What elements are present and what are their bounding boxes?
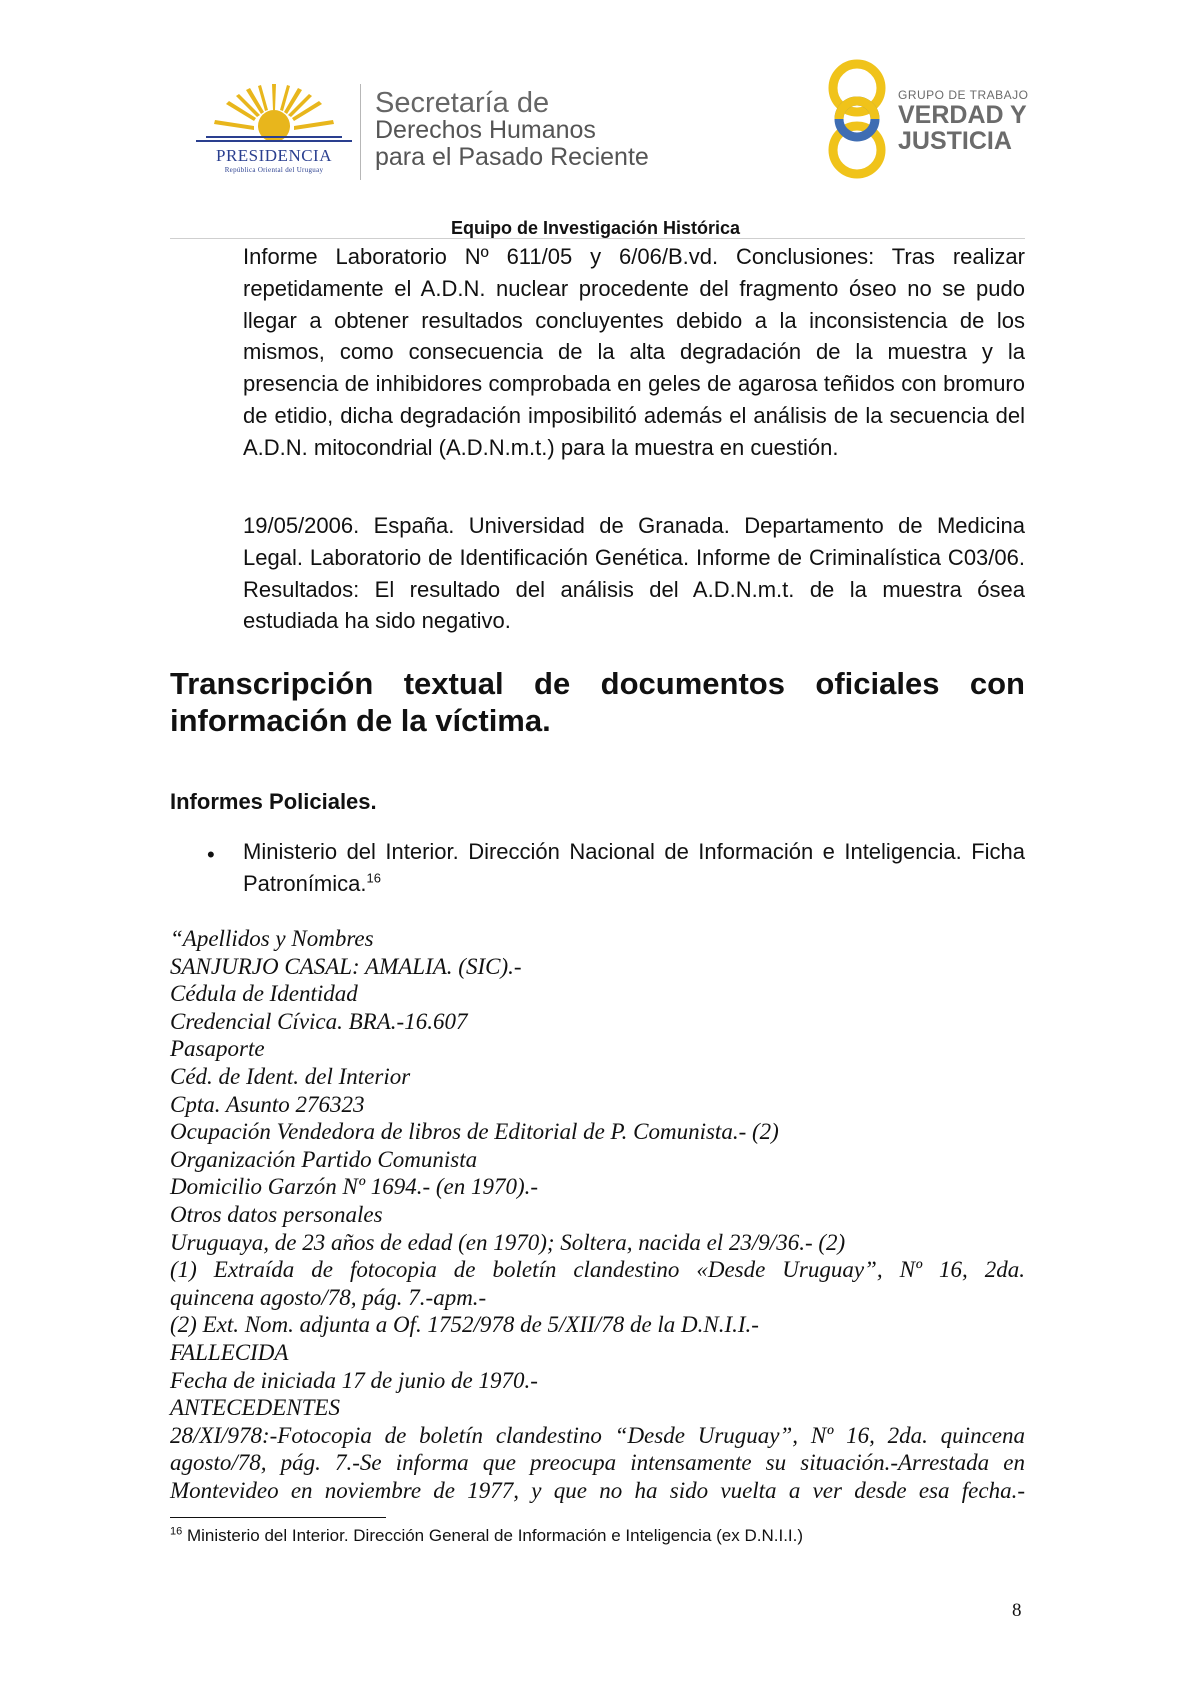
verdad-justicia-logo xyxy=(822,58,1032,182)
header-rule xyxy=(170,238,1025,239)
footnote-reference: 16 xyxy=(366,870,381,886)
vyj-big-label-1: VERDAD Y xyxy=(898,101,1027,129)
transcript-line: Organización Partido Comunista xyxy=(170,1146,478,1172)
transcript-line: Otros datos personales xyxy=(170,1201,383,1227)
vyj-small-label: GRUPO DE TRABAJO xyxy=(898,88,1029,102)
presidencia-logo xyxy=(196,84,352,176)
bullet-item xyxy=(243,836,1025,900)
transcript-line: Pasaporte xyxy=(170,1036,265,1062)
verdad-justicia-text xyxy=(898,88,1028,154)
transcript-line: Ocupación Vendedora de libros de Editorial de P. Comunista.- (2) xyxy=(170,1119,779,1145)
page-number: 8 xyxy=(1012,1600,1022,1621)
transcript-line: 28/XI/978:-Fotocopia de boletín clandestino “Desde Uruguay”, Nº 16, 2da. quincena xyxy=(170,1422,1025,1448)
transcript-line: Credencial Cívica. BRA.-16.607 xyxy=(170,1008,468,1034)
transcript-line: (1) Extraída de fotocopia de boletín clandestino «Desde Uruguay”, Nº 16, 2da. xyxy=(170,1257,1025,1283)
transcript-block xyxy=(170,925,1025,1504)
secretaria-line-1: Secretaría de xyxy=(375,87,550,119)
bullet-icon: • xyxy=(207,842,215,867)
transcript-line: ANTECEDENTES xyxy=(170,1395,340,1421)
transcript-line: Céd. de Ident. del Interior xyxy=(170,1063,411,1089)
logo-divider xyxy=(360,84,361,180)
interlocked-rings-icon xyxy=(822,58,892,182)
secretaria-line-2: Derechos Humanos xyxy=(375,116,596,144)
footnote-text: Ministerio del Interior. Dirección General de Información e Inteligencia (ex D.N.I.I.) xyxy=(186,1526,804,1545)
secretaria-line-3: para el Pasado Reciente xyxy=(375,143,649,171)
footnote-number: 16 xyxy=(170,1525,183,1538)
transcript-line: (2) Ext. Nom. adjunta a Of. 1752/978 de 5/XII/78 de la D.N.I.I.- xyxy=(170,1312,759,1338)
paragraph-lab-report: Informe Laboratorio Nº 611/05 y 6/06/B.vd. Conclusiones: Tras realizar repetidamente el A.D.N. nuclear procedente del fragmento óseo no se pudo llegar a obtener resultados concluyentes debido a la inconsistencia de los mismos, como consecuencia de la alta degradación de la muestra y la presencia de inhibidores comprobada en geles de agarosa teñidos con bromuro de etidio, dicha degradación imposibilitó además el análisis de la secuencia del A.D.N. mitocondrial (A.D.N.m.t.) para la muestra en cuestión. xyxy=(243,244,1025,460)
presidencia-subtitle: República Oriental del Uruguay xyxy=(224,166,324,174)
paragraph-granada-report: 19/05/2006. España. Universidad de Granada. Departamento de Medicina Legal. Laboratorio de Identificación Genética. Informe de Criminalística C03/06. Resultados: El resultado del análisis del A.D.N.m.t. de la muestra ósea estudiada ha sido negativo. xyxy=(243,513,1025,634)
transcript-line: Domicilio Garzón Nº 1694.- (en 1970).- xyxy=(170,1174,539,1200)
transcript-line: Fecha de iniciada 17 de junio de 1970.- xyxy=(170,1367,538,1393)
subsection-title: Informes Policiales. xyxy=(170,789,377,814)
transcript-line: Montevideo en noviembre de 1977, y que no ha sido vuelta a ver desde esa fecha.- xyxy=(170,1477,1025,1503)
vyj-big-label-2: JUSTICIA xyxy=(898,127,1012,155)
sun-emblem-icon xyxy=(196,84,352,146)
transcript-line: agosto/78, pág. 7.-Se informa que preocupa intensamente su situación.-Arrestada en xyxy=(170,1450,1025,1476)
transcript-line: SANJURJO CASAL: AMALIA. (SIC).- xyxy=(170,953,522,979)
team-header: Equipo de Investigación Histórica xyxy=(450,218,741,238)
transcript-line: Uruguaya, de 23 años de edad (en 1970); Soltera, nacida el 23/9/36.- (2) xyxy=(170,1229,846,1255)
transcript-line: Cpta. Asunto 276323 xyxy=(170,1091,365,1117)
bullet-text: Ministerio del Interior. Dirección Nacional de Información e Inteligencia. Ficha Patronímica. xyxy=(243,839,1025,896)
presidencia-name: PRESIDENCIA xyxy=(215,146,332,165)
section-title: Transcripción textual de documentos oficiales con información de la víctima. xyxy=(170,666,1025,738)
secretaria-logo-text xyxy=(375,87,649,171)
transcript-line: FALLECIDA xyxy=(170,1339,289,1365)
transcript-line: “Apellidos y Nombres xyxy=(170,926,374,951)
transcript-line: Cédula de Identidad xyxy=(170,981,358,1007)
footnote xyxy=(170,1526,803,1546)
footnote-rule xyxy=(170,1517,386,1518)
transcript-line: quincena agosto/78, pág. 7.-apm.- xyxy=(170,1284,487,1310)
